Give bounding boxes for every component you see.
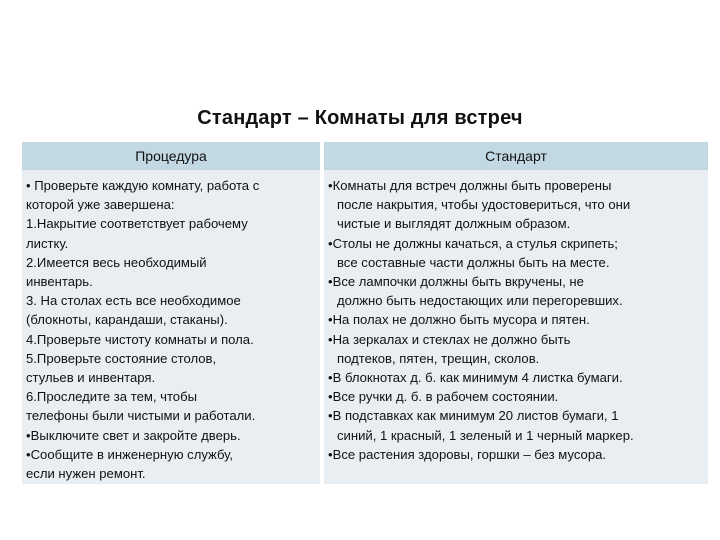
procedure-line: 3. На столах есть все необходимое <box>26 293 241 309</box>
standard-line: •В подставках как минимум 20 листов бумаги, 1 <box>328 408 619 424</box>
table-row <box>22 170 708 484</box>
standard-line: подтеков, пятен, трещин, сколов. <box>337 350 540 366</box>
procedure-line: 6.Проследите за тем, чтобы <box>26 389 197 405</box>
procedure-line: если нужен ремонт. <box>26 466 146 482</box>
standard-line: после накрытия, чтобы удостовериться, что они <box>337 197 631 213</box>
standard-line: •Комнаты для встреч должны быть проверены <box>328 178 612 193</box>
procedure-line: •Выключите свет и закройте дверь. <box>26 427 241 443</box>
standard-line: •На зеркалах и стеклах не должно быть <box>328 331 571 347</box>
procedure-line: телефоны были чистыми и работали. <box>26 408 256 424</box>
standards-table <box>22 142 708 484</box>
standard-line: синий, 1 красный, 1 зеленый и 1 черный маркер. <box>337 427 634 443</box>
standard-line: •Все лампочки должны быть вкручены, не <box>328 274 584 290</box>
standard-list <box>328 176 704 464</box>
procedure-line: стульев и инвентаря. <box>26 370 156 386</box>
standard-line: •Все ручки д. б. в рабочем состоянии. <box>328 389 559 405</box>
procedure-line: 4.Проверьте чистоту комнаты и пола. <box>26 331 254 347</box>
procedure-line: 2.Имеется весь необходимый <box>26 254 207 270</box>
procedure-cell <box>22 170 320 484</box>
procedure-line: (блокноты, карандаши, стаканы). <box>26 312 228 328</box>
procedure-line: которой уже завершена: <box>26 197 175 213</box>
procedure-line: •Сообщите в инженерную службу, <box>26 446 234 462</box>
procedure-line: • Проверьте каждую комнату, работа с <box>26 178 260 193</box>
standard-line: чистые и выглядят должным образом. <box>337 216 571 232</box>
procedure-line: 1.Накрытие соответствует рабочему <box>26 216 248 232</box>
table-header-row <box>22 142 708 170</box>
procedure-line: 5.Проверьте состояние столов, <box>26 350 217 366</box>
standard-line: •В блокнотах д. б. как минимум 4 листка бумаги. <box>328 370 623 386</box>
header-procedure: Процедура <box>22 142 320 170</box>
header-standard: Стандарт <box>324 142 708 170</box>
procedure-list <box>26 176 316 483</box>
standard-line: •На полах не должно быть мусора и пятен. <box>328 312 590 328</box>
standard-cell <box>324 170 708 484</box>
procedure-line: инвентарь. <box>26 274 93 290</box>
standard-line: должно быть недостающих или перегоревших. <box>337 293 623 309</box>
standard-line: все составные части должны быть на месте. <box>337 254 610 270</box>
standard-line: •Все растения здоровы, горшки – без мусора. <box>328 446 607 462</box>
slide-title: Стандарт – Комнаты для встреч <box>197 107 523 129</box>
procedure-line: листку. <box>26 235 69 251</box>
standard-line: •Столы не должны качаться, а стулья скрипеть; <box>328 235 618 251</box>
